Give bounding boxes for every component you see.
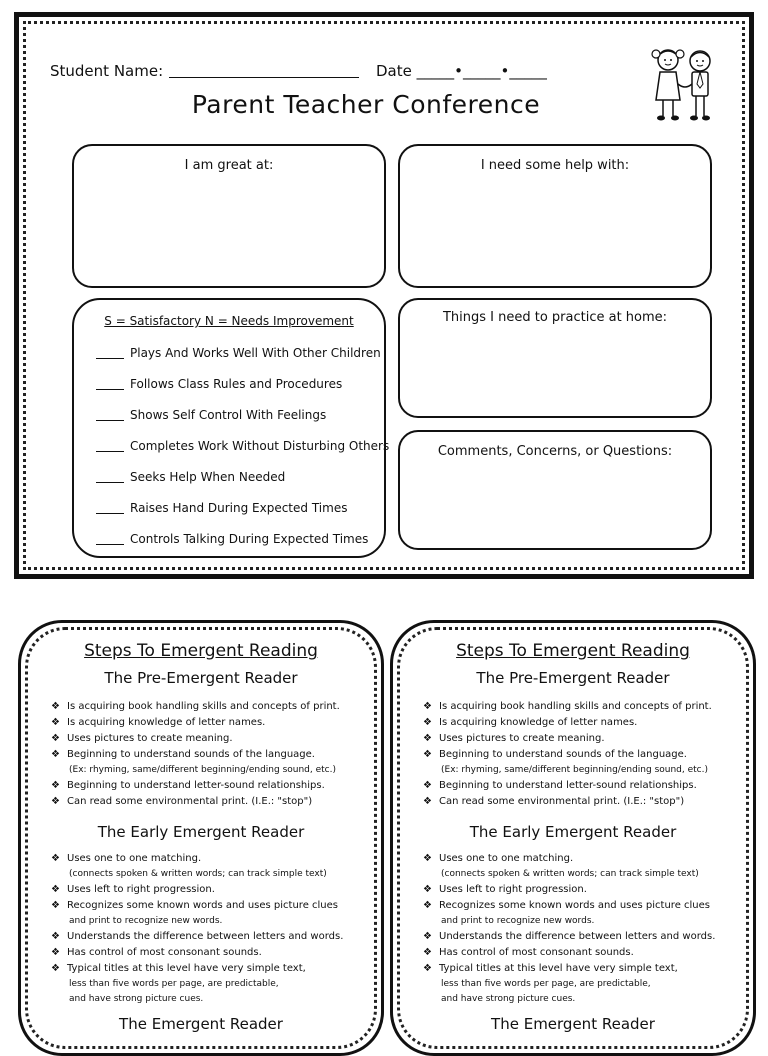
bullet-icon: ❖ xyxy=(423,717,432,728)
list-item: ❖ Is acquiring book handling skills and concepts of print. xyxy=(51,699,371,715)
bullet-icon: ❖ xyxy=(51,947,60,958)
children-clipart-icon xyxy=(648,44,720,126)
bullet-icon: ❖ xyxy=(51,749,60,760)
date-label: Date _____•_____•_____ xyxy=(376,62,547,80)
list-item: ❖ Has control of most consonant sounds. xyxy=(51,945,371,961)
skill-label: Plays And Works Well With Other Children xyxy=(130,346,381,360)
pre-emergent-list xyxy=(423,699,743,810)
skill-label: Controls Talking During Expected Times xyxy=(130,532,369,546)
rating-legend: S = Satisfactory N = Needs Improvement xyxy=(104,314,354,328)
bullet-icon: ❖ xyxy=(51,733,60,744)
skill-row[interactable] xyxy=(96,377,342,391)
bullet-icon: ❖ xyxy=(423,796,432,807)
skill-label: Shows Self Control With Feelings xyxy=(130,408,327,422)
card-heading: Steps To Emergent Reading xyxy=(456,641,690,661)
rating-blank[interactable] xyxy=(96,482,124,483)
pre-emergent-list xyxy=(51,699,371,810)
bullet-icon: ❖ xyxy=(423,884,432,895)
reading-card-left xyxy=(18,620,384,1056)
list-item: ❖ Is acquiring book handling skills and concepts of print. xyxy=(423,699,743,715)
rating-blank[interactable] xyxy=(96,513,124,514)
bullet-icon: ❖ xyxy=(51,884,60,895)
list-item: ❖ Uses pictures to create meaning. xyxy=(51,731,371,747)
list-item: ❖ Typical titles at this level have very simple text, less than five words per page, are predictable, and have strong picture cues. xyxy=(423,963,678,1004)
list-item: ❖ Uses left to right progression. xyxy=(51,882,371,898)
page-title: Parent Teacher Conference xyxy=(191,90,541,119)
bullet-icon: ❖ xyxy=(51,853,60,864)
list-item: ❖ Beginning to understand sounds of the language. (Ex: rhyming, same/different beginning/ending sound, etc.) xyxy=(423,749,708,775)
early-emergent-title: The Early Emergent Reader xyxy=(469,823,677,841)
comments-box[interactable] xyxy=(398,430,712,550)
comments-label: Comments, Concerns, or Questions: xyxy=(437,444,673,459)
skill-row[interactable] xyxy=(96,470,285,484)
list-item: ❖ Has control of most consonant sounds. xyxy=(423,945,743,961)
skill-label: Follows Class Rules and Procedures xyxy=(130,377,343,391)
list-item: ❖ Can read some environmental print. (I.E.: "stop") xyxy=(423,794,743,810)
practice-home-label: Things I need to practice at home: xyxy=(442,310,668,325)
list-item: ❖ Can read some environmental print. (I.E.: "stop") xyxy=(51,794,371,810)
emergent-title: The Emergent Reader xyxy=(119,1015,283,1033)
skill-row[interactable] xyxy=(96,439,389,453)
bullet-icon: ❖ xyxy=(51,900,60,911)
bullet-icon: ❖ xyxy=(51,717,60,728)
skill-label: Raises Hand During Expected Times xyxy=(130,501,348,515)
great-at-label: I am great at: xyxy=(184,158,274,173)
need-help-box[interactable] xyxy=(398,144,712,288)
rating-blank[interactable] xyxy=(96,389,124,390)
practice-home-box[interactable] xyxy=(398,298,712,418)
list-item: ❖ Recognizes some known words and uses picture clues and print to recognize new words. xyxy=(423,900,710,926)
bullet-icon: ❖ xyxy=(51,701,60,712)
need-help-label: I need some help with: xyxy=(480,158,630,173)
list-item: ❖ Understands the difference between letters and words. xyxy=(423,929,743,945)
list-item: ❖ Uses one to one matching. (connects spoken & written words; can track simple text) xyxy=(423,853,699,879)
early-emergent-list xyxy=(423,851,743,1007)
list-item: ❖ Beginning to understand letter-sound relationships. xyxy=(423,778,743,794)
bullet-icon: ❖ xyxy=(51,796,60,807)
skill-label: Seeks Help When Needed xyxy=(130,470,286,484)
reading-card-right xyxy=(390,620,756,1056)
bullet-icon: ❖ xyxy=(423,931,432,942)
list-item: ❖ Beginning to understand letter-sound relationships. xyxy=(51,778,371,794)
list-item: ❖ Recognizes some known words and uses picture clues and print to recognize new words. xyxy=(51,900,338,926)
bullet-icon: ❖ xyxy=(51,931,60,942)
pre-emergent-title: The Pre-Emergent Reader xyxy=(104,669,298,687)
bullet-icon: ❖ xyxy=(423,701,432,712)
conference-form xyxy=(14,12,754,579)
early-emergent-title: The Early Emergent Reader xyxy=(97,823,305,841)
bullet-icon: ❖ xyxy=(51,963,60,974)
bullet-icon: ❖ xyxy=(51,780,60,791)
bullet-icon: ❖ xyxy=(423,947,432,958)
pre-emergent-title: The Pre-Emergent Reader xyxy=(476,669,670,687)
emergent-title: The Emergent Reader xyxy=(491,1015,655,1033)
card-heading: Steps To Emergent Reading xyxy=(84,641,318,661)
list-item: ❖ Uses left to right progression. xyxy=(423,882,743,898)
list-item: ❖ Uses one to one matching. (connects spoken & written words; can track simple text) xyxy=(51,853,327,879)
list-item: ❖ Uses pictures to create meaning. xyxy=(423,731,743,747)
bullet-icon: ❖ xyxy=(423,963,432,974)
list-item: ❖ Typical titles at this level have very simple text, less than five words per page, are predictable, and have strong picture cues. xyxy=(51,963,306,1004)
great-at-box[interactable] xyxy=(72,144,386,288)
bullet-icon: ❖ xyxy=(423,853,432,864)
date-field[interactable] xyxy=(376,62,547,80)
student-name-blank[interactable] xyxy=(169,77,359,78)
rating-blank[interactable] xyxy=(96,544,124,545)
bullet-icon: ❖ xyxy=(423,733,432,744)
dotted-border xyxy=(23,21,745,570)
rating-blank[interactable] xyxy=(96,451,124,452)
list-item: ❖ Beginning to understand sounds of the language. (Ex: rhyming, same/different beginning/ending sound, etc.) xyxy=(51,749,336,775)
bullet-icon: ❖ xyxy=(423,749,432,760)
skill-label: Completes Work Without Disturbing Others xyxy=(130,439,390,453)
skill-row[interactable] xyxy=(96,346,381,360)
rating-blank[interactable] xyxy=(96,420,124,421)
bullet-icon: ❖ xyxy=(423,780,432,791)
skill-row[interactable] xyxy=(96,408,326,422)
bullet-icon: ❖ xyxy=(423,900,432,911)
list-item: ❖ Is acquiring knowledge of letter names. xyxy=(423,715,743,731)
list-item: ❖ Is acquiring knowledge of letter names. xyxy=(51,715,371,731)
skills-checklist-box xyxy=(72,298,390,558)
early-emergent-list xyxy=(51,851,371,1007)
skill-row[interactable] xyxy=(96,532,368,546)
student-name-field[interactable] xyxy=(50,62,369,80)
student-name-label: Student Name: xyxy=(50,62,164,80)
rating-blank[interactable] xyxy=(96,358,124,359)
skill-row[interactable] xyxy=(96,501,347,515)
list-item: ❖ Understands the difference between letters and words. xyxy=(51,929,371,945)
